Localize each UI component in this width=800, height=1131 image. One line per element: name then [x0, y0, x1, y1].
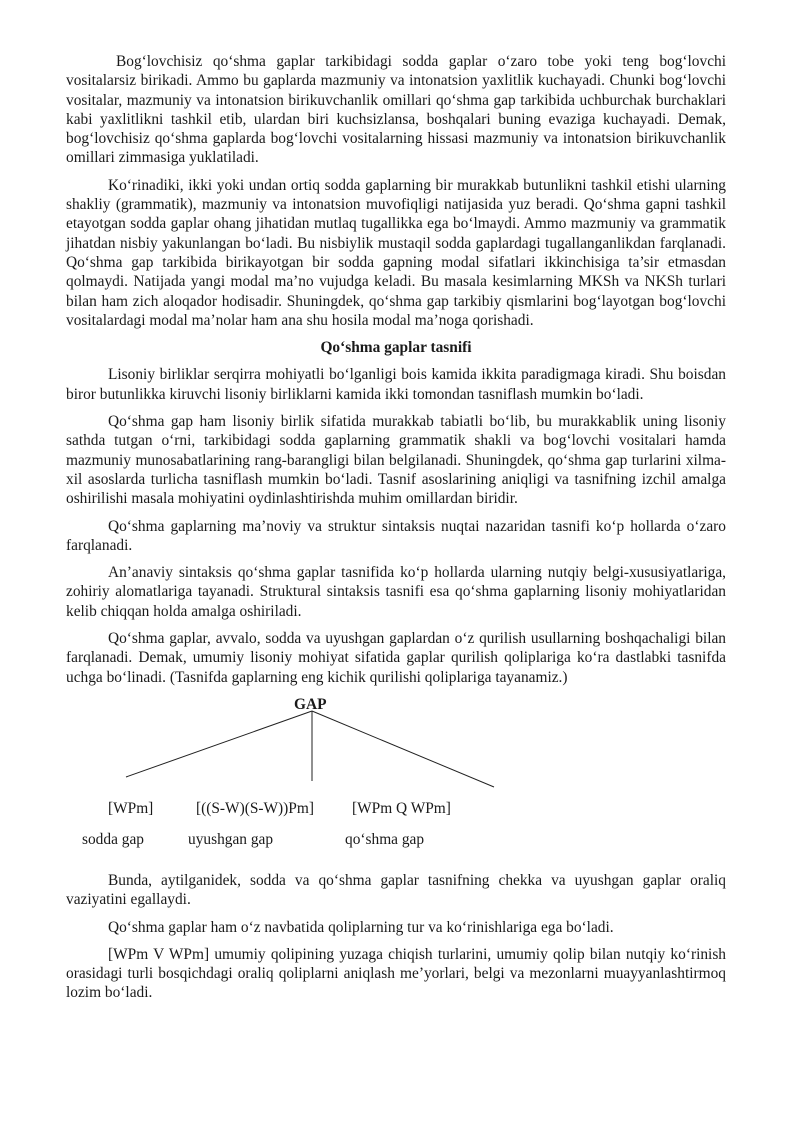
diagram-root: GAP: [294, 695, 327, 713]
branch-right: [312, 711, 494, 787]
section-heading: Qo‘shma gaplar tasnifi: [320, 339, 472, 357]
paragraph-6: An’anaviy sintaksis qo‘shma gaplar tasnifida ko‘p hollarda ularning nutqiy belgi-xususiyatlariga, zohiriy alomatlariga tayanadi. Struktural sintaksis tasnifi esa qo‘shma gaplarning lisoniy mohiyatlaridan kelib chiqqan holda amalga oshiriladi.: [66, 564, 726, 620]
paragraph-1: Bog‘lovchisiz qo‘shma gaplar tarkibidagi sodda gaplar o‘zaro tobe yoki teng bog‘lovchi vositalarsiz birikadi. Ammo bu gaplarda mazmuniy va intonatsion yaxlitlik kuchayadi. Chunki bog‘lovchi vositalar, mazmuniy va intonatsion birikuvchanlik omillari qo‘shma gap tarkibida uchburchak burchaklari kabi yaxlitlikni tashkil etib, ulardan biri kuchsizlansa, boshqalari buning evaziga kuchayadi. Demak, bog‘lovchisiz qo‘shma gaplarda bog‘lovchi vositalarning hissasi mazmuniy va intonatsion birikuvchanlik omillari zimmasiga yuklatiladi.: [66, 53, 726, 167]
paragraph-10: [WPm V WPm] umumiy qolipining yuzaga chiqish turlarini, umumiy qolip bilan nutqiy ko‘rinish orasidagi turli bosqichdagi oraliq qoliplarni aniqlash me’yorlari, belgi va mezonlarni muayyanlashtirmoq lozim bo‘ladi.: [66, 945, 726, 1002]
code-compound-parts: [((S-W)(S-W))Pm]: [196, 799, 314, 817]
paragraph-9: Qo‘shma gaplar ham o‘z navbatida qoliplarning tur va ko‘rinishlariga ega bo‘ladi.: [108, 918, 614, 936]
paragraph-4: Qo‘shma gap ham lisoniy birlik sifatida murakkab tabiatli bo‘lib, bu murakkablik uning lisoniy sathda tutgan o‘rni, tarkibidagi sodda gaplarning grammatik shakli va bog‘lovchi vositalari hamda mazmuniy munosabatlarining rang-barangligi bilan belgilanadi. Shuningdek, qo‘shma gap turlarini xilma-xil asoslarda turlicha tasniflash mumkin bo‘ladi. Tasnif asoslarining aniqligi va tasnifning izchil amalga oshirilishi masala mohiyatini oydinlashtirishda muhim omillardan biridir.: [66, 413, 726, 508]
paragraph-5: Qo‘shma gaplarning ma’noviy va struktur sintaksis nuqtai nazaridan tasnifi ko‘p hollarda o‘zaro farqlanadi.: [66, 517, 726, 554]
label-compound-parts: uyushgan gap: [188, 830, 274, 848]
code-simple: [WPm]: [108, 799, 154, 817]
code-compound: [WPm Q WPm]: [352, 799, 451, 817]
paragraph-3: Lisoniy birliklar serqirra mohiyatli bo‘lganligi bois kamida ikkita paradigmaga kiradi. Shu boisdan biror butunlikka kiruvchi lisoniy birliklarni kamida ikki tomondan tasniflash mumkin bo‘ladi.: [66, 366, 726, 403]
paragraph-2: Ko‘rinadiki, ikki yoki undan ortiq sodda gaplarning bir murakkab butunlikni tashkil etishi ularning shakliy (grammatik), mazmuniy va intonatsion muvofiqligi natijasida yuz beradi. Qo‘shma gapni tashkil etayotgan sodda gaplar ohang jihatidan mutlaq tugallikka ega bo‘lmaydi. Ammo mazmuniy va grammatik jihatdan nisbiy yakunlangan bo‘ladi. Bu nisbiylik mustaqil sodda gaplardagi tugallanganlikdan farqlanadi. Qo‘shma gap tarkibida birikayotgan bir sodda gapning modal sifatlari ikkinchisiga ta’sir etmasdan qolmaydi. Natijada yangi modal ma’no vujudga keladi. Bu masala kesimlarning MKSh va NKSh turlari bilan ham zich aloqador hodisadir. Shuningdek, qo‘shma gap tarkibiy qismlarini bog‘layotgan bog‘lovchi vositalardagi modal ma’nolar ham ana shu hosila modal ma’noga qorishadi.: [66, 176, 726, 329]
diagram-lines: [66, 695, 726, 795]
paragraph-8: Bunda, aytilganidek, sodda va qo‘shma gaplar tasnifning chekka va uyushgan gaplar oraliq vaziyatini egallaydi.: [66, 871, 726, 909]
label-simple: sodda gap: [82, 830, 144, 848]
label-compound: qo‘shma gap: [345, 830, 425, 848]
classification-diagram: [66, 695, 726, 865]
paragraph-7: Qo‘shma gaplar, avvalo, sodda va uyushgan gaplardan o‘z qurilish usullarning boshqachaligi bilan farqlanadi. Demak, umumiy lisoniy mohiyat sifatida gaplar qurilish qoliplariga ko‘ra dastlabki tasnifda uchga bo‘linadi. (Tasnifda gaplarning eng kichik qurilishi qoliplariga tayanamiz.): [66, 630, 726, 686]
document-page: [66, 52, 726, 1011]
branch-left: [126, 711, 312, 777]
